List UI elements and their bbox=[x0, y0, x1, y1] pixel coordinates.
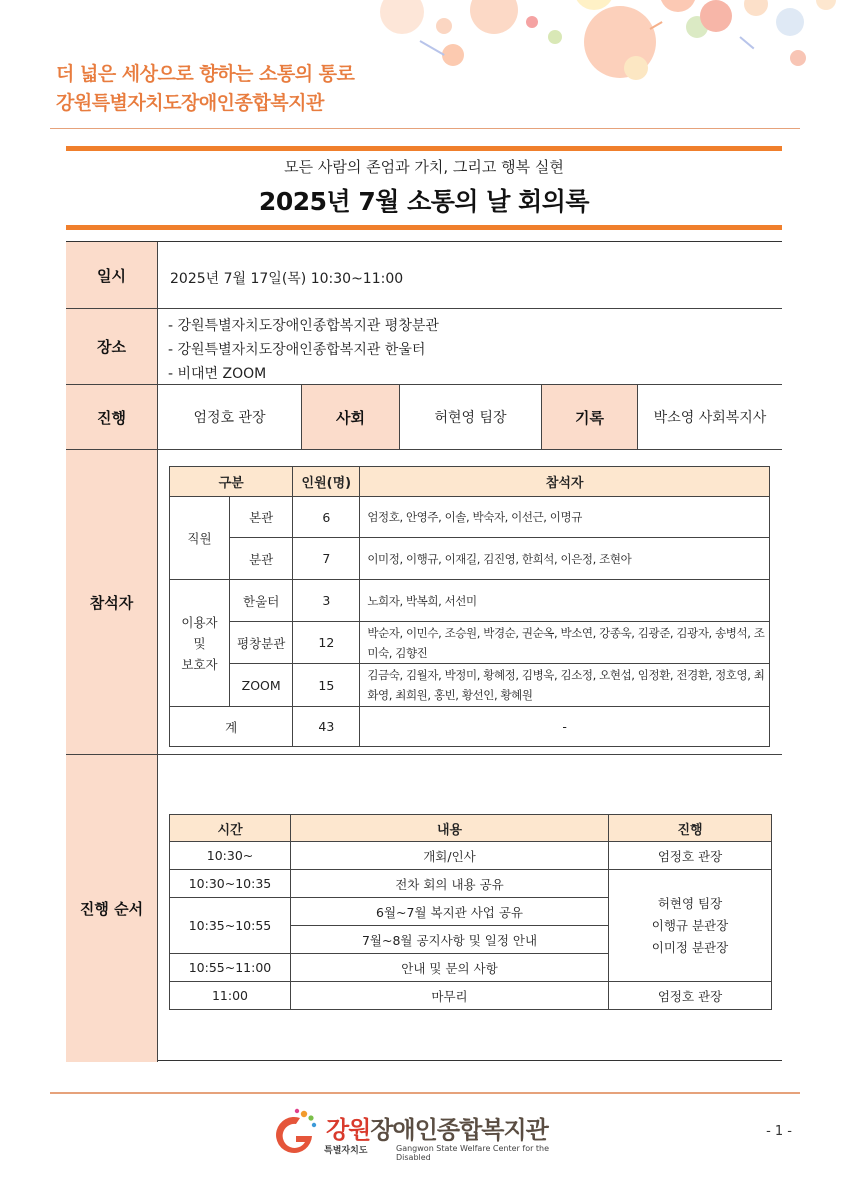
count-cell: 3 bbox=[293, 580, 360, 622]
count-cell: 6 bbox=[293, 497, 360, 538]
total-row bbox=[170, 707, 770, 747]
col-header-category: 구분 bbox=[170, 467, 293, 497]
total-names: - bbox=[360, 707, 770, 747]
presenter-name: 이미정 분관장 bbox=[651, 939, 729, 955]
attendees-table bbox=[169, 466, 770, 747]
names-cell: 박순자, 이민수, 조승원, 박경순, 권순옥, 박소연, 강종욱, 김광준, 김광자, 송병석, 조미숙, 김향진 bbox=[360, 622, 770, 664]
roles-row bbox=[66, 385, 782, 450]
record-label: 기록 bbox=[542, 385, 638, 449]
table-row bbox=[170, 538, 770, 580]
presenter-cell: 엄정호 관장 bbox=[609, 982, 772, 1010]
content-cell: 6월~7월 복지관 사업 공유 bbox=[291, 898, 609, 926]
count-cell: 15 bbox=[293, 664, 360, 707]
content-cell: 개회/인사 bbox=[291, 842, 609, 870]
attendees-label: 참석자 bbox=[66, 450, 158, 754]
presenter-cell: 엄정호 관장 bbox=[609, 842, 772, 870]
table-row bbox=[170, 622, 770, 664]
group-staff: 직원 bbox=[170, 497, 230, 580]
place-label: 장소 bbox=[66, 309, 158, 384]
table-row bbox=[170, 580, 770, 622]
progress-value: 엄정호 관장 bbox=[158, 385, 302, 449]
content-cell: 전차 회의 내용 공유 bbox=[291, 870, 609, 898]
place-list bbox=[168, 314, 439, 386]
document-title: 2025년 7월 소통의 날 회의록 bbox=[258, 187, 590, 216]
host-label: 사회 bbox=[302, 385, 400, 449]
presenter-group-cell bbox=[609, 870, 772, 982]
schedule-label: 진행 순서 bbox=[66, 755, 158, 1062]
footer-divider bbox=[50, 1092, 800, 1094]
table-header-row bbox=[170, 467, 770, 497]
table-row bbox=[170, 842, 772, 870]
progress-label: 진행 bbox=[66, 385, 158, 449]
title-bottom-bar bbox=[66, 225, 782, 230]
schedule-table bbox=[169, 814, 772, 1010]
minutes-table bbox=[66, 241, 782, 1061]
host-value: 허현영 팀장 bbox=[400, 385, 542, 449]
title-top-bar bbox=[66, 146, 782, 151]
presenter-name: 허현영 팀장 bbox=[657, 895, 723, 911]
logo-english-name: Gangwon State Welfare Center for the Disabled bbox=[396, 1144, 550, 1162]
col-header-content: 내용 bbox=[291, 815, 609, 842]
sub-category: ZOOM bbox=[230, 664, 293, 707]
content-cell: 7월~8월 공지사항 및 일정 안내 bbox=[291, 926, 609, 954]
table-row bbox=[170, 982, 772, 1010]
date-label: 일시 bbox=[66, 242, 158, 308]
time-cell: 10:35~10:55 bbox=[170, 898, 291, 954]
count-cell: 7 bbox=[293, 538, 360, 580]
schedule-row bbox=[66, 755, 782, 1062]
sub-category: 한울터 bbox=[230, 580, 293, 622]
names-cell: 노희자, 박복희, 서선미 bbox=[360, 580, 770, 622]
names-cell: 엄정호, 안영주, 이솔, 박숙자, 이선근, 이명규 bbox=[360, 497, 770, 538]
place-item: - 강원특별자치도장애인종합복지관 평창분관 bbox=[168, 318, 439, 334]
org-logo bbox=[266, 1102, 566, 1160]
date-value: 2025년 7월 17일(목) 10:30~11:00 bbox=[170, 271, 404, 287]
place-item: - 비대면 ZOOM bbox=[168, 366, 267, 382]
org-slogan: 더 넓은 세상으로 향하는 소통의 통로 bbox=[56, 63, 355, 85]
presenter-name: 이행규 분관장 bbox=[651, 917, 729, 933]
logo-mark-icon bbox=[266, 1104, 322, 1160]
place-item: - 강원특별자치도장애인종합복지관 한울터 bbox=[168, 342, 426, 358]
total-label: 계 bbox=[170, 707, 293, 747]
sub-category: 평창분관 bbox=[230, 622, 293, 664]
time-cell: 10:30~10:35 bbox=[170, 870, 291, 898]
group-users: 이용자 및 보호자 bbox=[170, 580, 230, 707]
logo-subtitle: 특별자치도 bbox=[324, 1146, 368, 1156]
page-number: - 1 - bbox=[766, 1124, 792, 1139]
col-header-names: 참석자 bbox=[360, 467, 770, 497]
place-row bbox=[66, 309, 782, 385]
org-header bbox=[56, 60, 354, 118]
names-cell: 이미정, 이행규, 이재길, 김진영, 한희석, 이은정, 조현아 bbox=[360, 538, 770, 580]
time-cell: 11:00 bbox=[170, 982, 291, 1010]
logo-wordmark: 강원장애인종합복지관 bbox=[326, 1116, 548, 1144]
date-row bbox=[66, 242, 782, 309]
table-header-row bbox=[170, 815, 772, 842]
col-header-count: 인원(명) bbox=[293, 467, 360, 497]
col-header-time: 시간 bbox=[170, 815, 291, 842]
time-cell: 10:30~ bbox=[170, 842, 291, 870]
time-cell: 10:55~11:00 bbox=[170, 954, 291, 982]
table-row bbox=[170, 664, 770, 707]
table-row bbox=[170, 870, 772, 898]
total-count: 43 bbox=[293, 707, 360, 747]
attendees-row bbox=[66, 450, 782, 755]
org-name: 강원특별자치도장애인종합복지관 bbox=[56, 92, 324, 114]
sub-category: 분관 bbox=[230, 538, 293, 580]
document-subtitle: 모든 사람의 존엄과 가치, 그리고 행복 실현 bbox=[284, 158, 564, 176]
table-row bbox=[170, 497, 770, 538]
record-value: 박소영 사회복지사 bbox=[653, 410, 767, 426]
content-cell: 안내 및 문의 사항 bbox=[291, 954, 609, 982]
content-cell: 마무리 bbox=[291, 982, 609, 1010]
count-cell: 12 bbox=[293, 622, 360, 664]
sub-category: 본관 bbox=[230, 497, 293, 538]
header-divider bbox=[50, 128, 800, 129]
col-header-presenter: 진행 bbox=[609, 815, 772, 842]
names-cell: 김금숙, 김월자, 박정미, 황혜정, 김병욱, 김소정, 오현섭, 임정환, 전경환, 정호영, 최화영, 최희원, 홍빈, 황선인, 황혜원 bbox=[360, 664, 770, 707]
